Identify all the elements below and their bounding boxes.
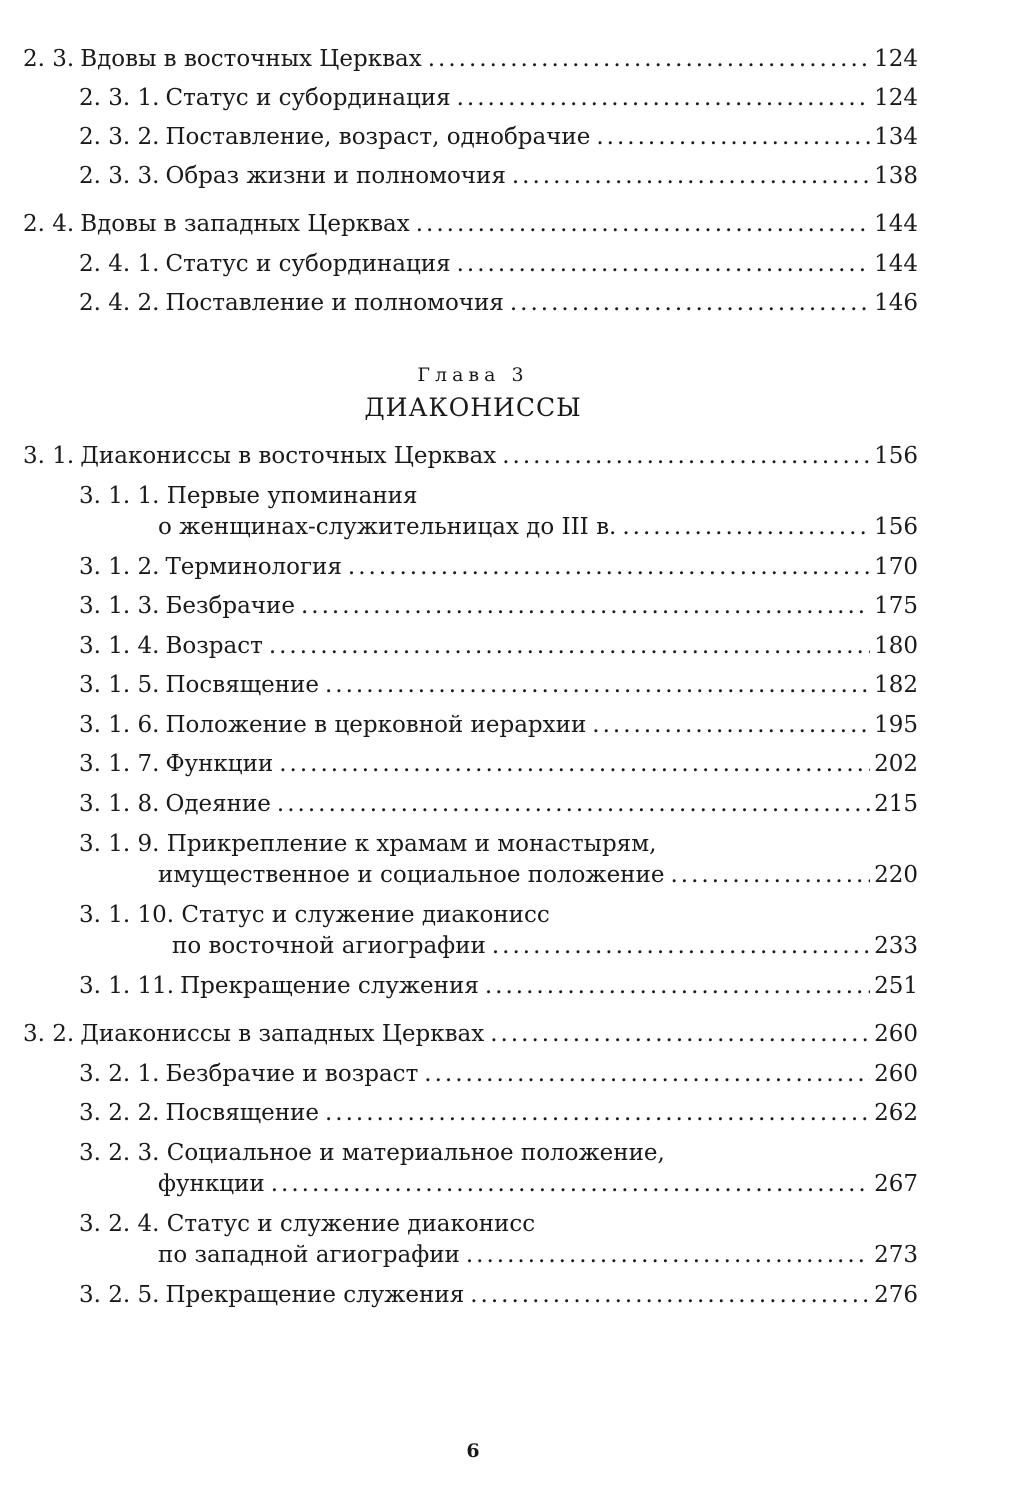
toc-title-continued: имущественное и социальное положение [158,862,665,888]
toc-entry-3-2-1[interactable] [79,1059,918,1089]
leader-dots [485,971,870,1001]
page-number: 6 [466,1440,480,1462]
toc-number: 3. 2. 2. [79,1100,160,1126]
toc-title: Безбрачие [165,593,295,619]
toc-page-number: 273 [874,1242,918,1268]
toc-entry-3-1-2[interactable] [79,552,918,582]
leader-dots [325,670,870,700]
toc-page-number: 195 [874,712,918,738]
leader-dots [490,1019,870,1049]
leader-dots [596,122,870,152]
toc-page-number: 260 [874,1061,918,1087]
toc-entry-2-3-2[interactable] [79,122,918,152]
toc-page-number: 124 [874,85,918,111]
toc-entry-3-1-8[interactable] [79,789,918,819]
toc-number: 3. 2. 5. [79,1282,160,1308]
toc-title: Первые упоминания [166,483,418,509]
toc-number: 3. 1. 8. [79,791,160,817]
toc-title: Диакониссы в восточных Церквах [80,443,497,469]
toc-entry-3-2-4-first[interactable] [79,1209,535,1239]
toc-title: Возраст [165,633,263,659]
leader-dots [466,1240,870,1270]
toc-title-continued: по восточной агиографии [172,933,486,959]
toc-page-number: 215 [874,791,918,817]
toc-number: 3. 1. 4. [79,633,160,659]
leader-dots [279,749,870,779]
leader-dots [424,1059,870,1089]
toc-title: Посвящение [165,1100,319,1126]
leader-dots [512,161,870,191]
toc-number: 2. 3. 2. [79,124,160,150]
toc-entry-3-2-3[interactable] [158,1169,918,1199]
leader-dots [492,931,870,961]
leader-dots [269,631,870,661]
toc-title: Вдовы в восточных Церквах [80,46,422,72]
toc-number: 3. 1. 3. [79,593,160,619]
toc-title: Одеяние [165,791,271,817]
toc-number: 2. 3. 1. [79,85,160,111]
toc-page-number: 144 [874,251,918,277]
toc-page-number: 220 [874,862,918,888]
leader-dots [348,552,870,582]
toc-page-number: 138 [874,163,918,189]
toc-number: 2. 4. 1. [79,251,160,277]
toc-title: Диакониссы в западных Церквах [80,1021,485,1047]
toc-entry-3-1-9-first[interactable] [79,829,656,859]
toc-entry-2-4-1[interactable] [79,249,918,279]
toc-entry-3-1-1[interactable] [158,512,918,542]
leader-dots [416,209,870,239]
leader-dots [277,789,870,819]
toc-title: Поставление, возраст, однобрачие [165,124,591,150]
toc-number: 3. 1. 10. [79,902,175,928]
leader-dots [670,860,870,890]
toc-entry-3-1-11[interactable] [79,971,918,1001]
toc-number: 2. 3. [23,46,75,72]
toc-number: 3. 1. [23,443,75,469]
toc-title: Посвящение [165,672,319,698]
toc-page-number: 267 [874,1171,918,1197]
toc-title: Функции [165,751,274,777]
toc-page-number: 156 [874,514,918,540]
toc-entry-2-4[interactable] [23,209,918,239]
toc-page-number: 175 [874,593,918,619]
leader-dots [301,591,870,621]
toc-page-number: 180 [874,633,918,659]
toc-entry-3-1-10[interactable] [172,931,918,961]
toc-entry-3-2-3-first[interactable] [79,1138,665,1168]
toc-number: 3. 1. 9. [79,831,160,857]
toc-entry-2-4-2[interactable] [79,288,918,318]
toc-number: 3. 1. 7. [79,751,160,777]
toc-entry-3-1[interactable] [23,441,918,471]
toc-page-number: 156 [874,443,918,469]
toc-page-number: 262 [874,1100,918,1126]
toc-number: 3. 2. 4. [79,1211,160,1237]
toc-title-continued: о женщинах-служительницах до III в. [158,514,617,540]
toc-title: Статус и служение диаконисс [181,902,550,928]
toc-number: 2. 3. 3. [79,163,160,189]
leader-dots [325,1098,870,1128]
chapter-title: ДИАКОНИССЫ [364,393,582,422]
toc-title: Вдовы в западных Церквах [80,211,410,237]
toc-title: Статус и субординация [165,85,451,111]
toc-number: 3. 1. 2. [79,554,160,580]
toc-title: Образ жизни и полномочия [165,163,506,189]
leader-dots [622,512,870,542]
toc-title-continued: по западной агиографии [158,1242,460,1268]
toc-title: Прикрепление к храмам и монастырям, [166,831,657,857]
toc-page-number: 182 [874,672,918,698]
leader-dots [457,249,871,279]
leader-dots [502,441,870,471]
toc-page-number: 124 [874,46,918,72]
toc-number: 3. 1. 1. [79,483,160,509]
toc-entry-2-3-3[interactable] [79,161,918,191]
toc-entry-3-1-6[interactable] [79,710,918,740]
toc-title: Безбрачие и возраст [165,1061,419,1087]
toc-number: 3. 2. 1. [79,1061,160,1087]
toc-entry-3-1-10-first[interactable] [79,900,550,930]
toc-title: Социальное и материальное положение, [166,1140,665,1166]
toc-title: Статус и служение диаконисс [166,1211,536,1237]
toc-title: Положение в церковной иерархии [165,712,587,738]
toc-page-number: 251 [874,973,918,999]
leader-dots [457,83,871,113]
leader-dots [510,288,870,318]
toc-number: 2. 4. [23,211,75,237]
toc-page-number: 276 [874,1282,918,1308]
toc-number: 3. 2. [23,1021,75,1047]
toc-number: 2. 4. 2. [79,290,160,316]
toc-entry-3-1-3[interactable] [79,591,918,621]
leader-dots [428,44,870,74]
toc-entry-3-1-1-first[interactable] [79,481,418,511]
toc-page-number: 146 [874,290,918,316]
toc-number: 3. 1. 11. [79,973,175,999]
toc-title-continued: функции [158,1171,265,1197]
toc-entry-3-1-9[interactable] [158,860,918,890]
toc-title: Прекращение служения [165,1282,465,1308]
leader-dots [592,710,870,740]
toc-entry-3-2[interactable] [23,1019,918,1049]
toc-entry-3-1-5[interactable] [79,670,918,700]
toc-page-number: 170 [874,554,918,580]
toc-number: 3. 1. 6. [79,712,160,738]
toc-number: 3. 1. 5. [79,672,160,698]
toc-title: Прекращение служения [180,973,479,999]
leader-dots [470,1280,870,1310]
toc-entry-2-3-1[interactable] [79,83,918,113]
toc-entry-3-1-7[interactable] [79,749,918,779]
toc-title: Терминология [165,554,342,580]
toc-entry-3-2-5[interactable] [79,1280,918,1310]
toc-title: Статус и субординация [165,251,451,277]
leader-dots [271,1169,870,1199]
chapter-label: Глава 3 [417,364,529,386]
toc-entry-2-3[interactable] [23,44,918,74]
toc-page-number: 202 [874,751,918,777]
toc-page-number: 260 [874,1021,918,1047]
toc-number: 3. 2. 3. [79,1140,160,1166]
toc-entry-3-2-2[interactable] [79,1098,918,1128]
toc-page-number: 144 [874,211,918,237]
toc-page-number: 134 [874,124,918,150]
toc-entry-3-2-4[interactable] [158,1240,918,1270]
toc-entry-3-1-4[interactable] [79,631,918,661]
toc-page-number: 233 [874,933,918,959]
toc-title: Поставление и полномочия [165,290,504,316]
